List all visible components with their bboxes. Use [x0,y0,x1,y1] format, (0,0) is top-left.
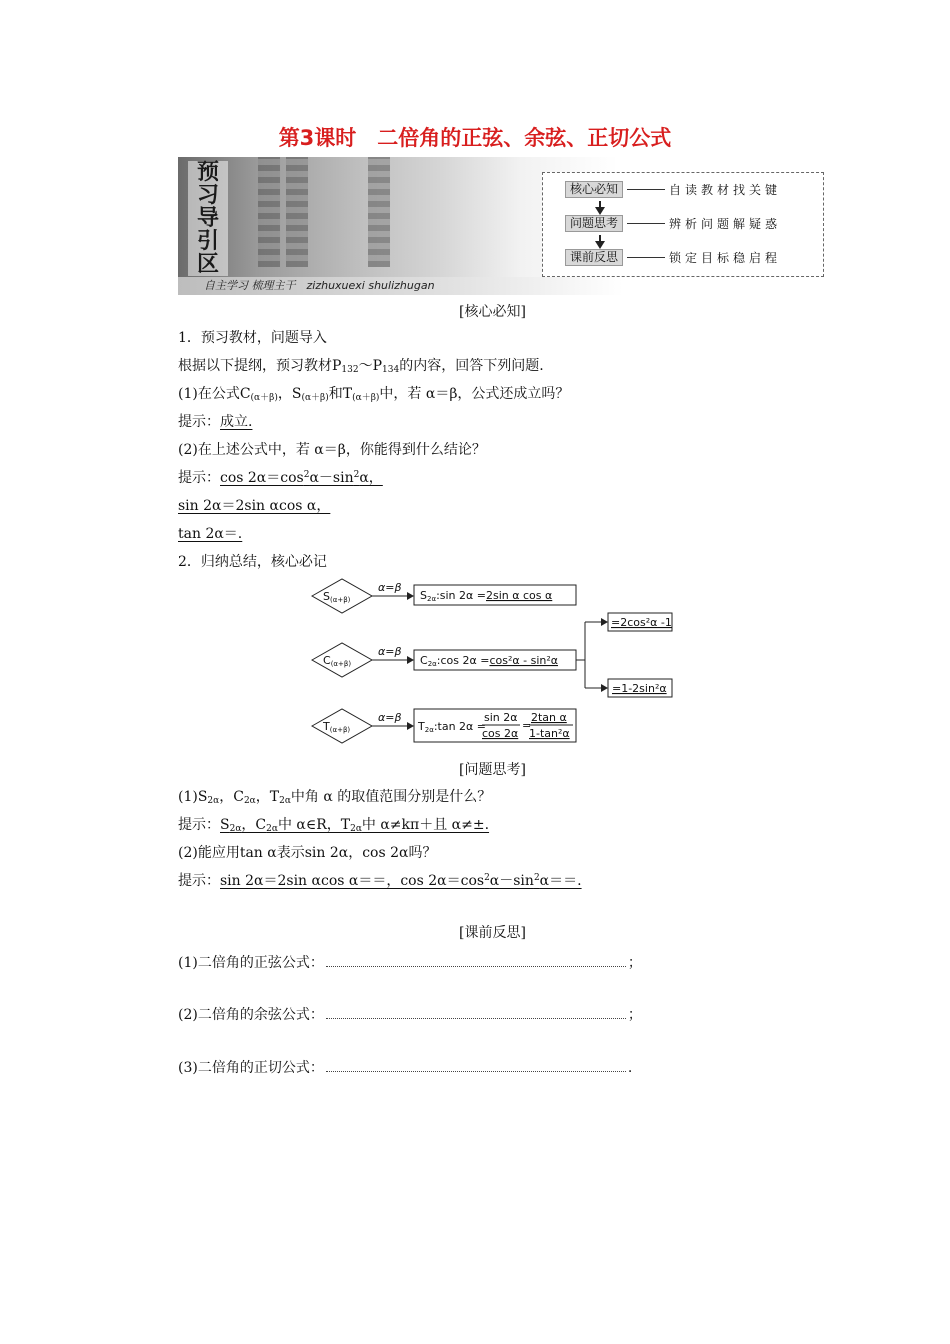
text: (3)二倍角的正切公式： [178,1060,324,1076]
equals-sign: = [522,719,532,732]
text: α＝＝. [539,873,582,889]
condition-label: α=β [378,645,402,658]
subscript: 2α [207,796,220,806]
text: (1)在公式C [178,386,251,402]
superscript: 2 [484,873,490,883]
step-dash [627,189,665,190]
text: 中，若 α＝β，公式还成立吗？ [379,386,570,402]
text: 和T [328,386,353,402]
double-angle-diagram [310,575,680,750]
step-dash [627,223,665,224]
arrow-right-icon [407,722,414,730]
step-tag: 问题思考 [565,215,623,232]
subscript: 134 [382,365,400,375]
text: S [220,817,230,833]
question-3 [178,786,491,806]
banner-step [565,249,781,266]
text: 的内容，回答下列问题. [399,358,544,374]
superscript: 2 [303,470,310,480]
t-diamond-label: T(α+β) [323,720,351,734]
c-alt2-formula: =1-2sin²α [612,682,667,695]
text: 根据以下提纲，预习教材P [178,358,342,374]
down-arrow-icon [595,241,605,249]
text: ，C [219,789,244,805]
hint-label: 提示： [178,470,220,486]
banner-steps-box [542,172,824,277]
step-dash [627,257,665,258]
text: ，S [277,386,302,402]
subscript: (α＋β) [250,393,278,403]
text: α－sin [489,873,534,889]
answer-text: 成立. [220,414,253,430]
arrow-right-icon [601,618,608,626]
answer-3 [178,814,489,834]
superscript: 2 [533,873,540,883]
t-formula: T2α:tan 2α = [418,720,487,734]
text: ； [627,1007,642,1023]
answer-text [220,873,582,889]
arrow-right-icon [407,592,414,600]
text: . [627,1060,633,1076]
text: 中 α∈R，T [277,817,351,833]
s-formula: S2α:sin 2α =2sin α cos α [420,589,553,603]
s-diamond-label: S(α+β) [323,590,351,604]
intro-text [178,355,544,375]
fill-blank[interactable] [326,1006,626,1019]
text: 中 α≠kπ＋且 α≠±. [361,817,490,833]
answer-text [220,470,383,486]
subscript: 2α [279,796,291,806]
bookshelf-decoration [368,157,390,267]
answer-2-line2: sin 2α＝2sin αcos α， [178,498,331,514]
question-4: (2)能应用tan α表示sin 2α，cos 2α吗？ [178,845,437,861]
text: ～P [358,358,383,374]
question-2: (2)在上述公式中，若 α＝β，你能得到什么结论？ [178,442,486,458]
text: ； [627,955,642,971]
banner-vertical-title: 预习导引区 [188,161,228,276]
text: α， [359,470,383,486]
down-arrow-icon [595,207,605,215]
fill-blank[interactable] [326,1059,626,1072]
section-heading-questions: [问题思考] [459,762,526,778]
subscript: (α＋β) [352,393,380,403]
condition-label: α=β [378,711,402,724]
condition-label: α=β [378,581,402,594]
reflection-3 [178,1057,632,1077]
text: sin 2α＝2sin αcos α＝＝，cos 2α＝cos [220,873,485,889]
text: ，C [241,817,267,833]
subscript: 132 [341,365,359,375]
text: α－sin [309,470,354,486]
fill-blank[interactable] [326,954,626,967]
arrow-right-icon [601,684,608,692]
hint-label: 提示： [178,817,220,833]
t-frac2-numerator: 2tan α [531,711,567,724]
c-alt1-formula: =2cos²α -1 [611,616,672,629]
subscript: 2α [229,824,242,834]
text: cos 2α＝cos [220,470,304,486]
banner-step [565,181,781,198]
step-desc: 辨析问题解疑惑 [669,217,782,231]
step-tag: 课前反思 [565,249,623,266]
section-heading-core: [核心必知] [459,304,526,320]
bookshelf-decoration [258,157,280,267]
subscript: 2α [266,824,278,834]
t-frac2-denominator: 1-tan²α [529,727,570,740]
text: 中角 α 的取值范围分别是什么？ [290,789,492,805]
reflection-2 [178,1004,642,1024]
step-tag: 核心必知 [565,181,623,198]
item1-title: 1．预习教材，问题导入 [178,330,327,346]
answer-2-line3: tan 2α＝. [178,526,243,542]
arrow-right-icon [407,656,414,664]
step-desc: 锁定目标稳启程 [669,251,782,265]
answer-1 [178,411,252,431]
t-frac1-numerator: sin 2α [484,711,518,724]
superscript: 2 [353,470,360,480]
question-1 [178,383,569,403]
preview-banner [178,157,823,295]
section-heading-reflection: [课前反思] [459,925,526,941]
answer-4 [178,870,582,890]
item2-title: 2．归纳总结，核心必记 [178,554,327,570]
t-frac1-denominator: cos 2α [482,727,519,740]
text: (2)二倍角的余弦公式： [178,1007,324,1023]
banner-step [565,215,781,232]
subscript: 2α [350,824,362,834]
c-diamond-label: C(α+β) [323,654,352,668]
page-title: 第3课时 二倍角的正弦、余弦、正切公式 [278,126,672,150]
reflection-1 [178,952,642,972]
c-formula: C2α:cos 2α =cos²α - sin²α [420,654,559,668]
answer-2-line1 [178,467,383,487]
hint-label: 提示： [178,414,220,430]
bookshelf-decoration [286,157,308,267]
step-desc: 自读教材找关键 [669,183,782,197]
text: ，T [255,789,280,805]
text: (1)S [178,789,208,805]
banner-caption: 自主学习 梳理主干 zizhuxuexi shulizhugan [178,277,623,295]
hint-label: 提示： [178,873,220,889]
subscript: 2α [243,796,256,806]
text: (1)二倍角的正弦公式： [178,955,324,971]
subscript: (α＋β) [301,393,329,403]
answer-text [220,817,489,833]
